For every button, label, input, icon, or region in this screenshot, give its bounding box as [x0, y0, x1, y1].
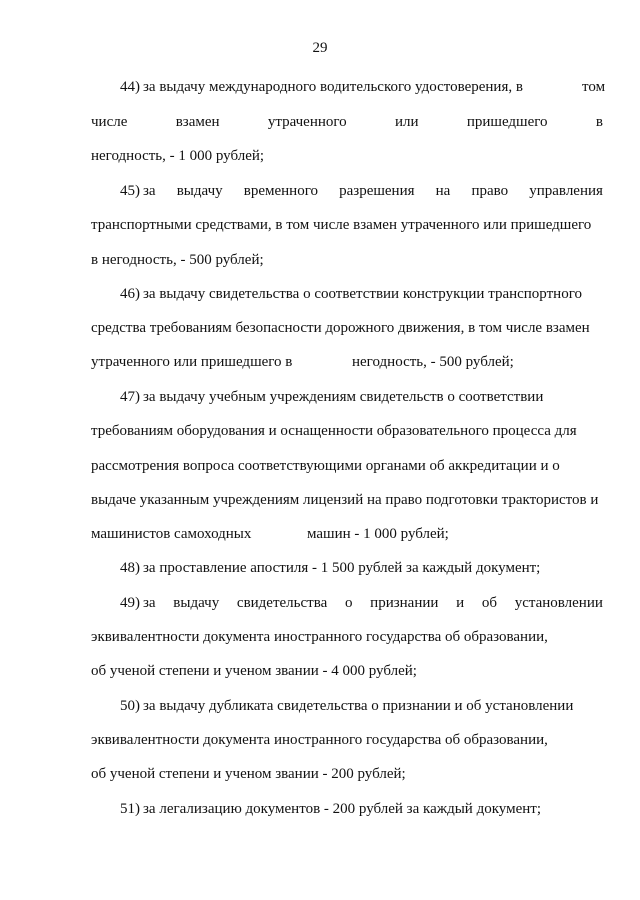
word: установлении: [514, 595, 603, 611]
word: или: [395, 114, 419, 130]
item-44-line-2: [91, 112, 603, 132]
word: 49) за: [120, 595, 156, 611]
word: свидетельства: [236, 595, 328, 611]
item-46-line-1: 46) за выдачу свидетельства о соответствии конструкции транспортного: [120, 286, 582, 302]
word: выдачу: [176, 183, 223, 199]
word: в: [595, 114, 603, 130]
item-47-line-5b: машин - 1 000 рублей;: [307, 526, 449, 542]
item-49-line-2: эквивалентности документа иностранного государства об образовании,: [91, 629, 548, 645]
word: временного: [243, 183, 318, 199]
page-number: 29: [312, 40, 328, 56]
item-51-line-1: 51) за легализацию документов - 200 рублей за каждый документ;: [120, 801, 541, 817]
item-48-line-1: 48) за проставление апостиля - 1 500 рублей за каждый документ;: [120, 560, 541, 576]
item-47-line-3: рассмотрения вопроса соответствующими органами об аккредитации и о: [91, 458, 560, 474]
item-46-line-3b: негодность, - 500 рублей;: [352, 354, 514, 370]
item-50-line-2: эквивалентности документа иностранного государства об образовании,: [91, 732, 548, 748]
item-47-line-4: выдаче указанным учреждениям лицензий на право подготовки трактористов и: [91, 492, 599, 508]
item-46-line-2: средства требованиям безопасности дорожного движения, в том числе взамен: [91, 320, 590, 336]
word: утраченного: [267, 114, 347, 130]
item-45-line-1: [120, 181, 603, 201]
item-49-line-1: [120, 593, 603, 613]
word: и: [456, 595, 465, 611]
item-47-line-5a: машинистов самоходных: [91, 526, 252, 542]
item-45-line-2: транспортными средствами, в том числе взамен утраченного или пришедшего: [91, 217, 592, 233]
item-49-line-3: об ученой степени и ученом звании - 4 000 рублей;: [91, 663, 417, 679]
item-47-line-2: требованиям оборудования и оснащенности образовательного процесса для: [91, 423, 577, 439]
word: признании: [370, 595, 439, 611]
word: числе: [91, 114, 128, 130]
item-46-line-3a: утраченного или пришедшего в: [91, 354, 293, 370]
word: пришедшего: [466, 114, 548, 130]
word: о: [344, 595, 353, 611]
word: выдачу: [173, 595, 220, 611]
item-47-line-1: 47) за выдачу учебным учреждениям свидетельств о соответствии: [120, 389, 544, 405]
item-45-line-3: в негодность, - 500 рублей;: [91, 252, 264, 268]
word: управления: [529, 183, 603, 199]
item-50-line-3: об ученой степени и ученом звании - 200 рублей;: [91, 766, 406, 782]
item-44-line-1-end: том: [582, 79, 606, 95]
item-50-line-1: 50) за выдачу дубликата свидетельства о признании и об установлении: [120, 698, 574, 714]
word: об: [481, 595, 497, 611]
word: разрешения: [339, 183, 415, 199]
item-44-line-1: 44) за выдачу международного водительского удостоверения, в: [120, 79, 523, 95]
word: на: [435, 183, 451, 199]
word: 45) за: [120, 183, 156, 199]
word: право: [471, 183, 509, 199]
item-44-line-3: негодность, - 1 000 рублей;: [91, 148, 265, 164]
word: взамен: [175, 114, 220, 130]
